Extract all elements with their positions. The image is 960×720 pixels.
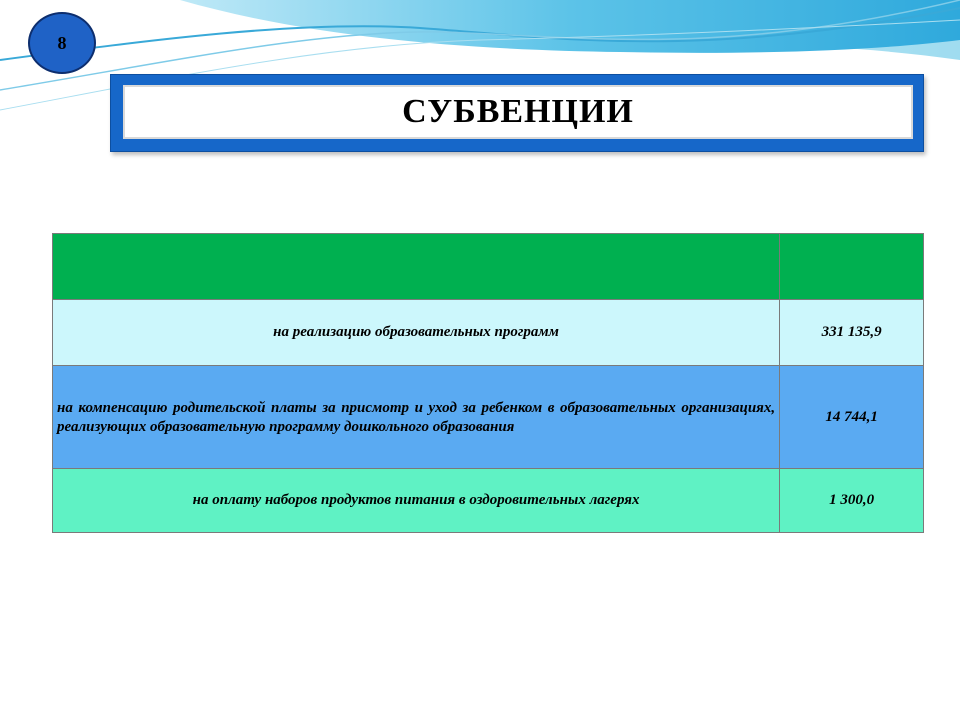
row-description: на компенсацию родительской платы за присмотр и уход за ребенком в образовательных организациях, реализующих образовательную программу дошкольного образования [53,366,780,469]
table-header-row [53,234,924,300]
header-cell-description [53,234,780,300]
row-value: 331 135,9 [780,300,924,366]
row-description: на реализацию образовательных программ [53,300,780,366]
slide-number-badge: 8 [28,12,96,74]
title-box [123,85,913,139]
title-frame [110,74,924,152]
table-row [53,300,924,366]
table-row [53,469,924,533]
subsidies-table [52,233,924,533]
table-row [53,366,924,469]
slide-title: СУБВЕНЦИИ [402,93,634,130]
header-cell-value [780,234,924,300]
row-description: на оплату наборов продуктов питания в оздоровительных лагерях [53,469,780,533]
row-value: 1 300,0 [780,469,924,533]
row-value: 14 744,1 [780,366,924,469]
